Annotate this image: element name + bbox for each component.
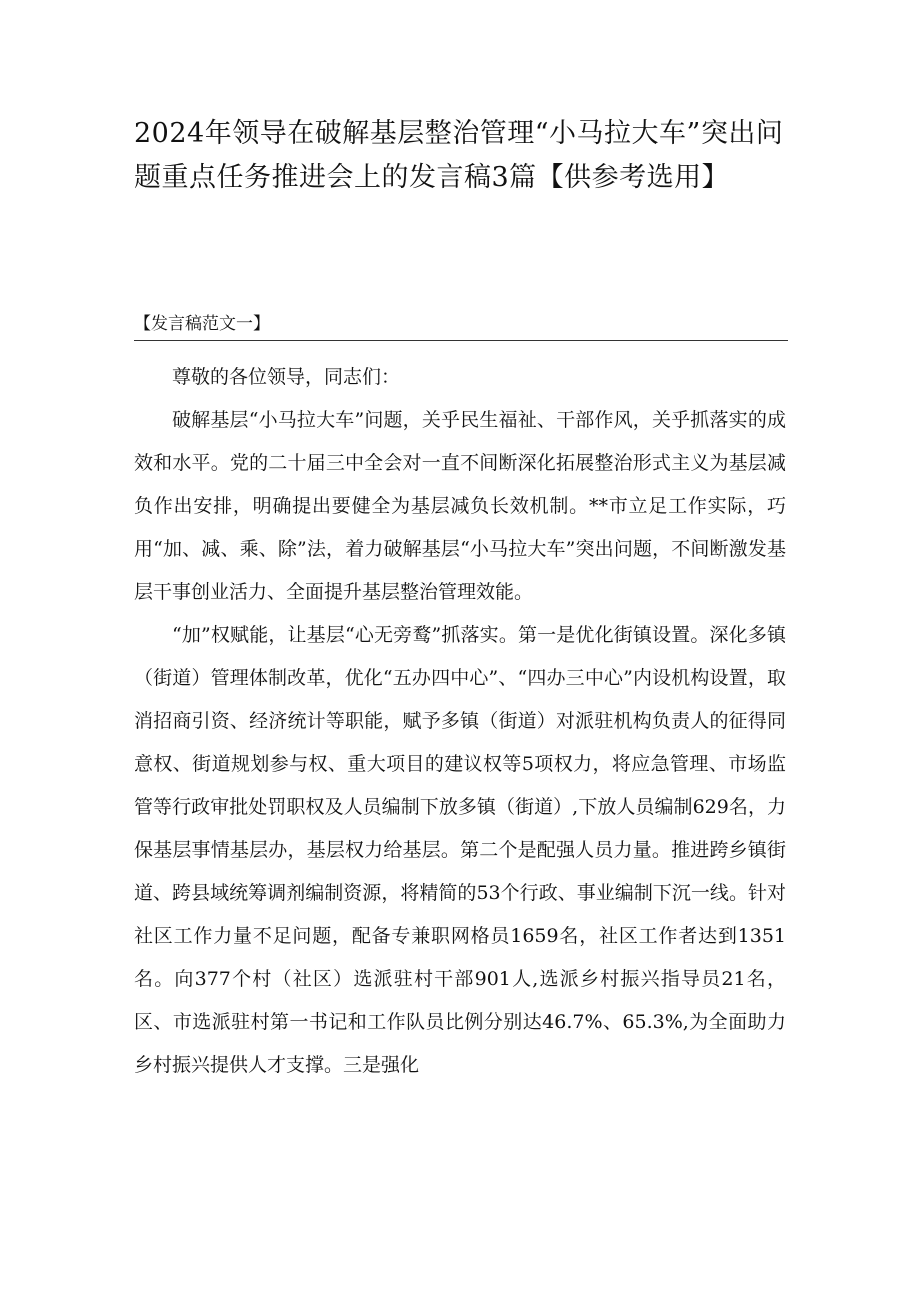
- body-paragraph: 破解基层“小马拉大车”问题，关乎民生福祉、干部作风，关乎抓落实的成效和水平。党的二十届三中全会对一直不间断深化拓展整治形式主义为基层减负作出安排，明确提出要健全为基层减负长效机制。**市立足工作实际，巧用“加、减、乘、除”法，着力破解基层“小马拉大车”突出问题，不间断激发基层干事创业活力、全面提升基层整治管理效能。: [134, 409, 786, 603]
- section-heading: 【发言稿范文一】: [134, 314, 270, 334]
- salutation-paragraph: 尊敬的各位领导，同志们：: [172, 366, 401, 388]
- body-paragraph: “加”权赋能，让基层“心无旁鹜”抓落实。第一是优化街镇设置。深化多镇（街道）管理体制改革，优化“五办四中心”、“四办三中心”内设机构设置，取消招商引资、经济统计等职能，赋予多镇（街道）对派驻机构负责人的征得同意权、街道规划参与权、重大项目的建议权等5项权力，将应急管理、市场监管等行政审批处罚职权及人员编制下放多镇（街道）,下放人员编制629名，力保基层事情基层办，基层权力给基层。第二个是配强人员力量。推进跨乡镇街道、跨县域统筹调剂编制资源，将精简的53个行政、事业编制下沉一线。针对社区工作力量不足问题，配备专兼职网格员1659名，社区工作者达到1351名。向377个村（社区）选派驻村干部901人,选派乡村振兴指导员21名，区、市选派驻村第一书记和工作队员比例分别达46.7%、65.3%,为全面助力乡村振兴提供人才支撑。三是强化: [134, 624, 786, 1076]
- document-title: 2024年领导在破解基层整治管理“小马拉大车”突出问题重点任务推进会上的发言稿3篇【供参考选用】: [134, 118, 784, 193]
- section-divider: [134, 340, 788, 341]
- document-body: [134, 356, 786, 1087]
